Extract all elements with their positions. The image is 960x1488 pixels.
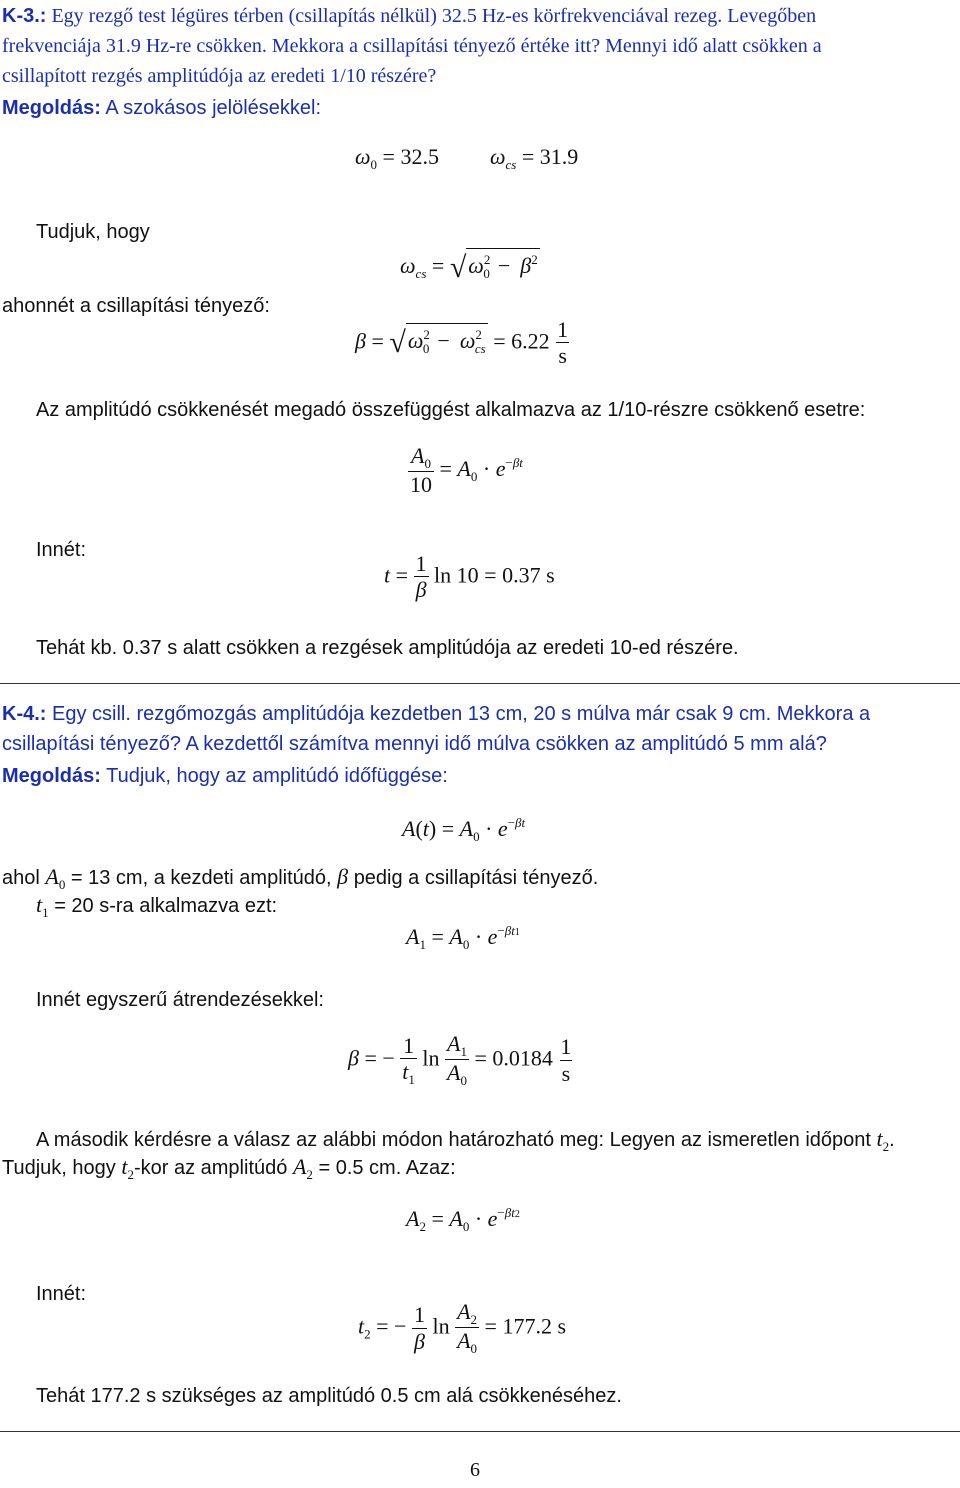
k3-conclusion: Tehát kb. 0.37 s alatt csökken a rezgések amplitúdója az eredeti 10-ed részére.	[36, 637, 739, 659]
k4-innet: Innét:	[36, 1283, 87, 1305]
k4-beta-value: 0.0184	[492, 1045, 553, 1071]
k4-ahol-pre: ahol	[2, 867, 40, 889]
k3-tudjuk: Tudjuk, hogy	[36, 221, 150, 243]
k4-innet-egyszeru: Innét egyszerű átrendezésekkel:	[36, 989, 324, 1011]
k3-beta-unit-den: s	[558, 343, 567, 369]
k3-eq-t: t = $\frac{1}{\beta}$ ln 10 = 0.37 s	[384, 551, 555, 603]
k4-ahol-post: pedig a csillapítási tényező.	[353, 867, 599, 889]
section-divider	[0, 683, 960, 684]
page-number: 6	[470, 1459, 480, 1481]
k4-line2: csillapítási tényező? A kezdettől számítva mennyi idő múlva csökken az amplitúdó 5 mm alá?	[2, 733, 827, 755]
k3-solution-intro	[2, 98, 321, 118]
k4-label: K-4.:	[2, 703, 47, 725]
k3-label: K-3.:	[2, 5, 47, 27]
k3-beta-value: 6.22	[511, 328, 550, 354]
k3-wcs-value: 31.9	[539, 144, 579, 169]
k3-t-frac-num: 1	[415, 551, 427, 576]
k4-line1: Egy csill. rezgőmozgás amplitúdója kezdetben 13 cm, 20 s múlva már csak 9 cm. Mekkora a	[52, 703, 871, 725]
k4-masodik-line1: A második kérdésre a válasz az alábbi módon határozható meg: Legyen az ismeretlen időpont $t_2$.	[36, 1126, 895, 1154]
k3-eq-amplitude: $\frac{A_0}{10}$ = $A_0 \cdot e^{-\beta t}$	[410, 443, 523, 498]
k4-eq-a1: $A_1 = A_0 \cdot e^{-\beta t1}$	[406, 923, 520, 952]
k3-statement-line1	[2, 6, 816, 26]
k4-ahol: ahol $A_0 = 13$ cm, a kezdeti amplitúdó, β pedig a csillapítási tényező.	[2, 864, 599, 892]
k4-eq-t2: $t_2$ = − $\frac{1}{\beta}$ ln $\frac{A_2}{A_0}$ = 177.2 s	[358, 1299, 567, 1357]
k3-t-value: 0.37 s	[502, 562, 555, 588]
k3-amp-text: Az amplitúdó csökkenését megadó összefüggést alkalmazva az 1/10-részre csökkenő esetre:	[36, 399, 866, 421]
k4-solution-intro	[2, 766, 448, 786]
k3-beta-unit-num: 1	[557, 317, 569, 342]
k3-w0-value: 32.5	[400, 144, 439, 169]
k3-line3: csillapított rezgés amplitúdója az eredeti 1/10 részére?	[2, 65, 437, 87]
footer-divider	[0, 1431, 960, 1432]
k4-masodik-text2b: -kor az amplitúdó	[133, 1157, 288, 1179]
k4-masodik-text2a: Tudjuk, hogy	[2, 1157, 116, 1179]
k4-beta-frac-num: 1	[403, 1032, 415, 1058]
k3-eq-omega-cs: $\omega_{cs} = √\omega^2_0 - \beta^2$	[400, 248, 540, 283]
k4-conclusion: Tehát 177.2 s szükséges az amplitúdó 0.5 cm alá csökkenéséhez.	[36, 1385, 622, 1407]
k3-ahonnet: ahonnét a csillapítási tényező:	[2, 295, 270, 317]
k4-beta-unit-den: s	[561, 1060, 571, 1086]
k4-masodik-text2c: = 0.5 cm. Azaz:	[318, 1157, 456, 1179]
k4-solution-label: Megoldás:	[2, 765, 101, 787]
k4-masodik-text1: A második kérdésre a válasz az alábbi módon határozható meg: Legyen az ismeretlen időpont	[36, 1129, 871, 1151]
k4-t2-frac-num: 1	[413, 1302, 425, 1328]
k3-eq-omega-values: $\omega_0 = 32.5$ $\omega_{cs} = 31.9$	[355, 144, 579, 172]
k3-ln10: ln 10	[434, 562, 479, 588]
k4-eq-a2: $A_2 = A_0 \cdot e^{-\beta t2}$	[406, 1205, 520, 1234]
k3-innet: Innét:	[36, 539, 87, 561]
k4-eq-beta: β = − $\frac{1}{t_1}$ ln $\frac{A_1}{A_0}$ = 0.0184 $\frac{1}{s}$	[348, 1031, 572, 1089]
k4-ahol-mid: = 13 cm, a kezdeti amplitúdó,	[70, 867, 332, 889]
k3-solution-text: A szokásos jelölésekkel:	[105, 97, 322, 119]
k4-beta-unit-num: 1	[560, 1034, 572, 1060]
k3-line2: frekvenciája 31.9 Hz-re csökken. Mekkora a csillapítási tényező értéke itt? Mennyi idő alatt csökken a	[2, 35, 822, 57]
k4-statement-line1	[2, 704, 870, 724]
k3-eq-beta: $\beta = √\omega^2_0 - \omega^2_{cs} = 6.22$ $\frac{1}{s}$	[355, 317, 569, 369]
k3-ten: 10	[410, 472, 432, 498]
k3-solution-label: Megoldás:	[2, 97, 101, 119]
k4-t1-line: $t_1 = 20$ s-ra alkalmazva ezt:	[36, 892, 278, 920]
k4-t2-value: 177.2 s	[502, 1313, 567, 1339]
k3-line1: Egy rezgő test légüres térben (csillapítás nélkül) 32.5 Hz-es körfrekvenciával rezeg. Levegőben	[51, 5, 817, 27]
k4-eq-amplitude-time: $A(t) = A_0 \cdot e^{-\beta t}$	[402, 815, 526, 844]
k4-t1-text: = 20 s-ra alkalmazva ezt:	[54, 895, 278, 917]
k4-masodik-line2: Tudjuk, hogy $t_2$-kor az amplitúdó $A_2 = 0.5$ cm. Azaz:	[2, 1154, 456, 1182]
k4-solution-text: Tudjuk, hogy az amplitúdó időfüggése:	[106, 765, 448, 787]
